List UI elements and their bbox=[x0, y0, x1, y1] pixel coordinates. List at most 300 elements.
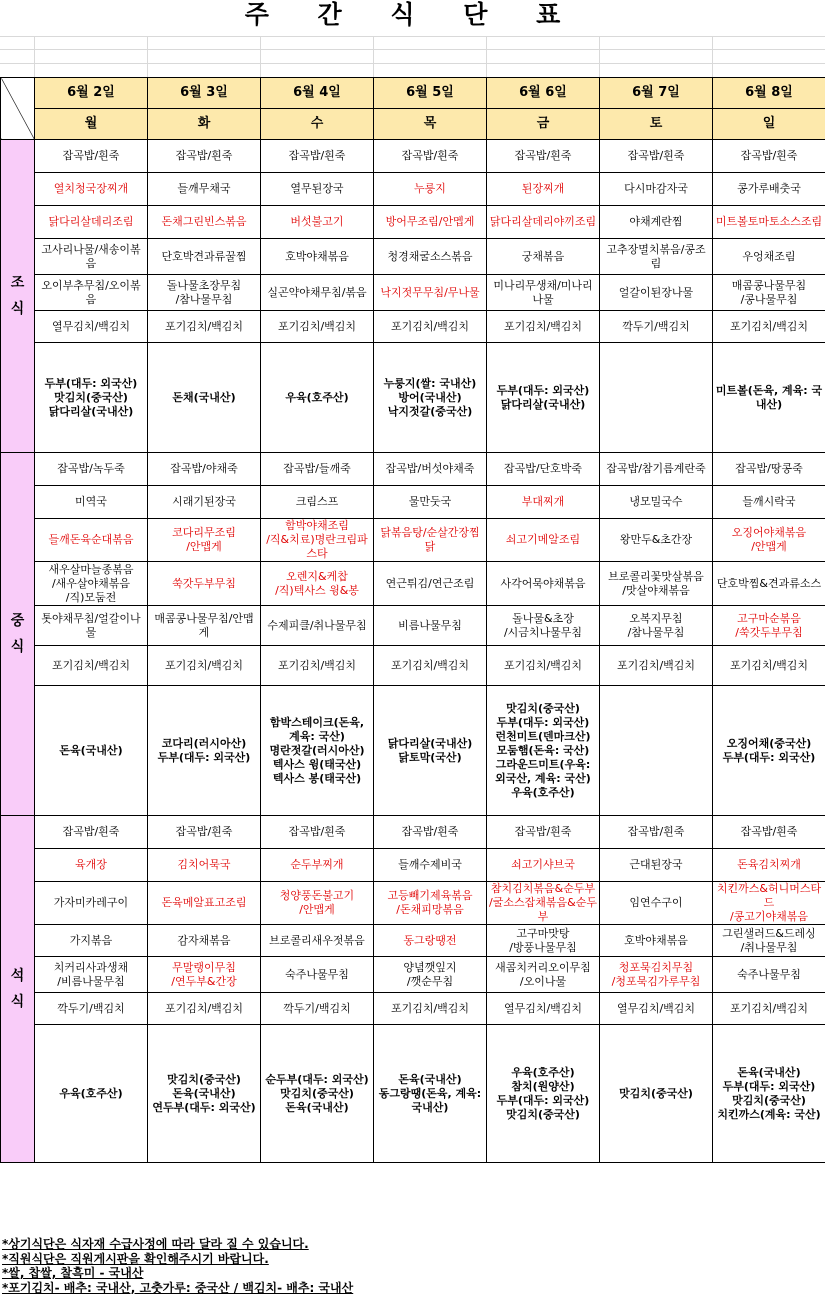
menu-text: 잡곡밥/흰죽 bbox=[740, 825, 798, 838]
menu-text: 냉모밀국수 bbox=[629, 495, 683, 508]
menu-text: 양념깻잎지 /깻순무침 bbox=[403, 960, 457, 988]
menu-item bbox=[713, 239, 825, 275]
menu-text: 맛김치(중국산) 두부(대두: 외국산) 런천미트(덴마크산) 모둠햄(돈육: 국산) 그라운드미트(우육: 외국산, 계육: 국산) 우육(호주산) bbox=[495, 701, 591, 799]
menu-text: 포기김치/백김치 bbox=[390, 319, 470, 333]
menu-item bbox=[261, 562, 374, 606]
menu-item bbox=[487, 816, 600, 849]
grid-line bbox=[34, 36, 35, 77]
menu-text: 육개장 bbox=[75, 858, 107, 871]
menu-item bbox=[713, 849, 825, 882]
menu-item bbox=[148, 646, 261, 686]
menu-item bbox=[600, 957, 713, 993]
menu-item bbox=[261, 206, 374, 239]
menu-text: 우육(호주산) 참치(원양산) 두부(대두: 외국산) 맛김치(중국산) bbox=[496, 1065, 590, 1121]
menu-text: 잡곡밥/야채죽 bbox=[170, 462, 238, 475]
menu-text: 두부(대두: 외국산) 맛김치(중국산) 닭다리살(국내산) bbox=[44, 376, 138, 418]
menu-text: 치커리사과생채 /비름나물무침 bbox=[53, 960, 129, 988]
menu-item bbox=[148, 239, 261, 275]
breakfast-row bbox=[1, 311, 825, 343]
menu-text: 잡곡밥/참기름계란죽 bbox=[606, 462, 706, 475]
menu-item bbox=[487, 453, 600, 486]
menu-item bbox=[35, 925, 148, 957]
menu-text: 부대찌개 bbox=[521, 495, 565, 508]
lunch-label: 중 식 bbox=[1, 453, 35, 816]
menu-item bbox=[487, 562, 600, 606]
menu-text: 닭다리살데리야끼조림 bbox=[489, 215, 597, 228]
menu-item bbox=[261, 646, 374, 686]
menu-item bbox=[600, 239, 713, 275]
menu-text: 콩가루배춧국 bbox=[737, 182, 801, 195]
menu-item bbox=[148, 957, 261, 993]
menu-text: 함박야채조림 /직&치료)명란크림파스타 bbox=[266, 519, 368, 560]
footnote: *상기식단은 식자재 수급사정에 따라 달라 질 수 있습니다. bbox=[2, 1237, 309, 1251]
menu-text: 버섯불고기 bbox=[290, 215, 344, 228]
menu-item bbox=[374, 140, 487, 173]
menu-item bbox=[487, 519, 600, 562]
menu-text: 임연수구이 bbox=[629, 896, 683, 909]
menu-text: 야채계란찜 bbox=[629, 215, 683, 228]
dinner-row bbox=[1, 849, 825, 882]
menu-text: 우육(호주산) bbox=[59, 1086, 123, 1100]
menu-item bbox=[600, 173, 713, 206]
menu-item bbox=[600, 140, 713, 173]
footnotes bbox=[2, 1237, 353, 1295]
weekday-cell: 화 bbox=[148, 109, 261, 140]
menu-text: 단호박견과류꿀찜 bbox=[161, 249, 247, 263]
menu-item bbox=[713, 173, 825, 206]
menu-text: 깍두기/백김치 bbox=[283, 1001, 351, 1015]
menu-text: 브로콜리새우젓볶음 bbox=[269, 933, 365, 947]
menu-text: 매콤콩나물무침/안맵게 bbox=[154, 611, 254, 639]
dinner-row bbox=[1, 1025, 825, 1163]
menu-text: 포기김치/백김치 bbox=[390, 658, 470, 672]
menu-text: 호박야채볶음 bbox=[624, 933, 688, 947]
menu-item bbox=[487, 140, 600, 173]
menu-text: 청포묵김치무침 /청포묵김가루무침 bbox=[611, 960, 701, 988]
menu-item bbox=[713, 453, 825, 486]
weekday-cell: 수 bbox=[261, 109, 374, 140]
date-cell: 6월 6일 bbox=[487, 78, 600, 109]
menu-text: 들깨시락국 bbox=[742, 495, 796, 508]
menu-item bbox=[261, 311, 374, 343]
menu-text: 두부(대두: 외국산) 닭다리살(국내산) bbox=[496, 383, 590, 411]
menu-text: 맛김치(중국산) bbox=[619, 1086, 693, 1100]
menu-item bbox=[374, 311, 487, 343]
grid-line bbox=[373, 36, 374, 77]
menu-text: 누룽지(쌀: 국내산) 방어(국내산) 낙지젓갈(중국산) bbox=[383, 376, 477, 418]
menu-item bbox=[713, 275, 825, 311]
menu-text: 누룽지 bbox=[414, 182, 446, 195]
menu-text: 잡곡밥/흰죽 bbox=[627, 825, 685, 838]
grid-line bbox=[712, 36, 713, 77]
menu-text: 단호박찜&견과류소스 bbox=[716, 576, 822, 590]
origin-cell bbox=[600, 1025, 713, 1163]
menu-text: 순두부찌개 bbox=[290, 858, 344, 871]
menu-text: 브로콜리꽃맛살볶음 /맛살야채볶음 bbox=[608, 569, 704, 597]
menu-item bbox=[374, 925, 487, 957]
dinner-label: 석 식 bbox=[1, 816, 35, 1163]
menu-text: 잡곡밥/들깨죽 bbox=[283, 462, 351, 475]
menu-text: 숙주나물무침 bbox=[285, 967, 349, 981]
menu-item bbox=[713, 646, 825, 686]
menu-text: 잡곡밥/땅콩죽 bbox=[735, 462, 803, 475]
date-cell: 6월 8일 bbox=[713, 78, 825, 109]
menu-text: 가지볶음 bbox=[69, 933, 113, 947]
menu-item bbox=[148, 453, 261, 486]
menu-item bbox=[35, 646, 148, 686]
menu-item bbox=[374, 519, 487, 562]
origin-cell bbox=[487, 1025, 600, 1163]
origin-cell bbox=[487, 686, 600, 816]
menu-item bbox=[713, 606, 825, 646]
menu-item bbox=[35, 882, 148, 925]
menu-text: 그린샐러드&드레싱 /취나물무침 bbox=[722, 926, 816, 954]
origin-cell bbox=[148, 686, 261, 816]
menu-item bbox=[487, 173, 600, 206]
menu-item bbox=[713, 311, 825, 343]
lunch-row bbox=[1, 562, 825, 606]
menu-text: 잡곡밥/단호박죽 bbox=[503, 462, 583, 475]
menu-text: 숙주나물무침 bbox=[737, 967, 801, 981]
menu-item bbox=[374, 486, 487, 519]
menu-text: 우육(호주산) bbox=[285, 390, 349, 404]
menu-item bbox=[261, 519, 374, 562]
menu-text: 얼갈이된장나물 bbox=[618, 285, 694, 299]
menu-text: 참치김치볶음&순두부 /굴소스잡채볶음&순두부 bbox=[489, 882, 597, 923]
menu-item bbox=[148, 140, 261, 173]
menu-item bbox=[600, 519, 713, 562]
menu-text: 미나리무생채/미나리나물 bbox=[493, 278, 593, 306]
menu-text: 닭다리살데리조림 bbox=[48, 215, 134, 228]
menu-text: 새콤치커리오이무침 /오이나물 bbox=[495, 960, 591, 988]
menu-item bbox=[35, 140, 148, 173]
origin-cell bbox=[261, 1025, 374, 1163]
menu-text: 포기김치/백김치 bbox=[51, 658, 131, 672]
menu-item bbox=[148, 275, 261, 311]
menu-text: 근대된장국 bbox=[629, 858, 683, 871]
menu-text: 매콤콩나물무침 /콩나물무침 bbox=[731, 278, 807, 306]
menu-item bbox=[261, 957, 374, 993]
menu-item bbox=[713, 140, 825, 173]
menu-item bbox=[487, 486, 600, 519]
menu-item bbox=[487, 206, 600, 239]
menu-text: 실곤약야채무침/볶음 bbox=[267, 285, 367, 299]
menu-text: 돌나물초장무침 /참나물무침 bbox=[166, 278, 242, 306]
menu-text: 함박스테이크(돈육, 계육: 국산) 명란젓갈(러시아산) 텍사스 윙(태국산) 텍사스 봉(태국산) bbox=[269, 715, 365, 785]
menu-text: 순두부(대두: 외국산) 맛김치(중국산) 돈육(국내산) bbox=[265, 1072, 369, 1114]
menu-text: 포기김치/백김치 bbox=[503, 658, 583, 672]
menu-text: 포기김치/백김치 bbox=[164, 1001, 244, 1015]
menu-text: 고구마맛탕 /방풍나물무침 bbox=[509, 926, 577, 954]
menu-text: 호박야채볶음 bbox=[285, 249, 349, 263]
menu-text: 오징어채(중국산) 두부(대두: 외국산) bbox=[722, 736, 816, 764]
menu-item bbox=[148, 882, 261, 925]
origin-cell bbox=[148, 343, 261, 453]
menu-text: 방어무조림/안멥게 bbox=[385, 215, 475, 228]
date-cell: 6월 4일 bbox=[261, 78, 374, 109]
menu-item bbox=[35, 816, 148, 849]
origin-cell bbox=[35, 686, 148, 816]
menu-item bbox=[261, 925, 374, 957]
breakfast-row bbox=[1, 275, 825, 311]
menu-item bbox=[713, 562, 825, 606]
menu-item bbox=[600, 486, 713, 519]
menu-text: 새우살마늘종볶음 /새우살야채볶음 /직)모둠전 bbox=[48, 562, 134, 604]
menu-text: 잡곡밥/흰죽 bbox=[740, 149, 798, 162]
menu-text: 돈육(국내산) 두부(대두: 외국산) 맛김치(중국산) 치킨까스(계육: 국산) bbox=[717, 1065, 821, 1121]
menu-text: 돈채그린빈스볶음 bbox=[161, 215, 247, 228]
menu-text: 오징어야채볶음 /안맵게 bbox=[731, 526, 807, 553]
menu-text: 오이부추무침/오이볶음 bbox=[41, 278, 141, 306]
menu-text: 포기김치/백김치 bbox=[616, 658, 696, 672]
origin-cell bbox=[713, 1025, 825, 1163]
menu-item bbox=[148, 993, 261, 1025]
menu-item bbox=[148, 519, 261, 562]
grid-line bbox=[486, 36, 487, 77]
menu-item bbox=[261, 486, 374, 519]
menu-item bbox=[148, 925, 261, 957]
date-cell: 6월 3일 bbox=[148, 78, 261, 109]
menu-item bbox=[148, 816, 261, 849]
date-cell: 6월 5일 bbox=[374, 78, 487, 109]
menu-text: 열무된장국 bbox=[290, 182, 344, 195]
menu-item bbox=[374, 606, 487, 646]
origin-cell bbox=[148, 1025, 261, 1163]
menu-item bbox=[713, 925, 825, 957]
menu-text: 쑥갓두부무침 bbox=[172, 576, 236, 590]
menu-text: 깍두기/백김치 bbox=[622, 319, 690, 333]
menu-text: 동그랑땡전 bbox=[403, 933, 457, 947]
menu-item bbox=[600, 925, 713, 957]
menu-item bbox=[35, 849, 148, 882]
menu-item bbox=[35, 311, 148, 343]
menu-text: 오렌지&케찹 /직)텍사스 윙&봉 bbox=[275, 569, 359, 597]
menu-text: 오복지무침 /참나물무침 bbox=[627, 611, 685, 639]
menu-text: 들깨돈육순대볶음 bbox=[48, 533, 134, 546]
dinner-row bbox=[1, 882, 825, 925]
menu-item bbox=[261, 849, 374, 882]
menu-text: 된장찌개 bbox=[521, 182, 565, 195]
menu-text: 우엉채조림 bbox=[742, 249, 796, 263]
menu-item bbox=[487, 925, 600, 957]
menu-item bbox=[487, 239, 600, 275]
menu-text: 포기김치/백김치 bbox=[164, 319, 244, 333]
menu-item bbox=[148, 562, 261, 606]
menu-text: 가자미카레구이 bbox=[53, 896, 129, 909]
origin-cell bbox=[374, 686, 487, 816]
origin-cell bbox=[374, 343, 487, 453]
menu-text: 크림스프 bbox=[295, 495, 339, 508]
menu-text: 궁채볶음 bbox=[521, 249, 565, 263]
menu-item bbox=[35, 957, 148, 993]
menu-item bbox=[600, 849, 713, 882]
menu-item bbox=[148, 606, 261, 646]
menu-text: 포기김치/백김치 bbox=[390, 1001, 470, 1015]
menu-item bbox=[35, 453, 148, 486]
menu-text: 돈육메알표고조림 bbox=[161, 896, 247, 909]
footnote: *포기김치- 배추: 국내산, 고춧가루: 중국산 / 백김치- 배추: 국내산 bbox=[2, 1280, 354, 1295]
menu-text: 미트볼(돈육, 계육: 국내산) bbox=[715, 383, 823, 411]
menu-item bbox=[600, 206, 713, 239]
menu-text: 돈채(국내산) bbox=[172, 390, 236, 404]
lunch-row bbox=[1, 686, 825, 816]
menu-item bbox=[374, 275, 487, 311]
menu-item bbox=[600, 882, 713, 925]
menu-text: 잡곡밥/흰죽 bbox=[288, 825, 346, 838]
weekday-cell: 목 bbox=[374, 109, 487, 140]
menu-item bbox=[713, 486, 825, 519]
breakfast-row bbox=[1, 206, 825, 239]
menu-item bbox=[261, 882, 374, 925]
menu-text: 돈육(국내산) bbox=[59, 743, 123, 757]
menu-text: 잡곡밥/흰죽 bbox=[62, 825, 120, 838]
menu-text: 잡곡밥/흰죽 bbox=[175, 149, 233, 162]
menu-item bbox=[261, 140, 374, 173]
menu-text: 잡곡밥/흰죽 bbox=[62, 149, 120, 162]
menu-text: 사각어묵야채볶음 bbox=[500, 576, 586, 590]
menu-text: 고구마순볶음 /쑥갓두부무침 bbox=[735, 611, 803, 639]
menu-text: 잡곡밥/흰죽 bbox=[514, 825, 572, 838]
lunch-row bbox=[1, 606, 825, 646]
menu-text: 쇠고기메알조림 bbox=[505, 533, 581, 546]
origin-cell bbox=[374, 1025, 487, 1163]
date-row bbox=[1, 78, 825, 109]
menu-item bbox=[261, 993, 374, 1025]
menu-text: 다시마감자국 bbox=[624, 182, 688, 195]
menu-item bbox=[35, 239, 148, 275]
menu-item bbox=[148, 206, 261, 239]
menu-item bbox=[35, 519, 148, 562]
menu-item bbox=[374, 993, 487, 1025]
menu-item bbox=[487, 882, 600, 925]
menu-item bbox=[487, 849, 600, 882]
menu-item bbox=[148, 173, 261, 206]
grid-line bbox=[260, 36, 261, 77]
menu-text: 청경채굴소스볶음 bbox=[387, 249, 473, 263]
grid-line bbox=[147, 36, 148, 77]
menu-item bbox=[487, 311, 600, 343]
menu-item bbox=[600, 562, 713, 606]
origin-cell bbox=[261, 343, 374, 453]
footnote: *직원식단은 직원게시판을 확인해주시기 바랍니다. bbox=[2, 1251, 269, 1266]
menu-item bbox=[148, 849, 261, 882]
menu-text: 코다리무조림 /안맵게 bbox=[172, 526, 236, 553]
menu-item bbox=[261, 275, 374, 311]
weekday-row bbox=[1, 109, 825, 140]
menu-text: 청양풍돈불고기 /안맵게 bbox=[279, 889, 355, 916]
origin-cell bbox=[261, 686, 374, 816]
menu-item bbox=[374, 882, 487, 925]
menu-text: 수제피클/취나물무침 bbox=[267, 618, 367, 632]
menu-item bbox=[600, 453, 713, 486]
menu-item bbox=[374, 849, 487, 882]
weekday-cell: 금 bbox=[487, 109, 600, 140]
menu-item bbox=[35, 173, 148, 206]
lunch-row bbox=[1, 453, 825, 486]
corner-cell bbox=[1, 78, 35, 140]
menu-text: 톳야채무침/얼갈이나물 bbox=[41, 611, 141, 639]
dinner-row bbox=[1, 993, 825, 1025]
origin-cell bbox=[35, 343, 148, 453]
menu-text: 감자채볶음 bbox=[177, 933, 231, 947]
menu-text: 맛김치(중국산) 돈육(국내산) 연두부(대두: 외국산) bbox=[152, 1072, 256, 1114]
menu-text: 잡곡밥/흰죽 bbox=[514, 149, 572, 162]
menu-text: 잡곡밥/흰죽 bbox=[288, 149, 346, 162]
menu-text: 깍두기/백김치 bbox=[57, 1001, 125, 1015]
origin-cell bbox=[600, 686, 713, 816]
menu-item bbox=[600, 646, 713, 686]
menu-text: 들깨수제비국 bbox=[398, 858, 462, 871]
menu-item bbox=[374, 816, 487, 849]
breakfast-row bbox=[1, 343, 825, 453]
menu-text: 잡곡밥/흰죽 bbox=[401, 825, 459, 838]
menu-item bbox=[713, 957, 825, 993]
menu-item bbox=[600, 275, 713, 311]
menu-text: 시래기된장국 bbox=[172, 495, 236, 508]
menu-text: 낙지젓무무침/무나물 bbox=[380, 285, 480, 299]
menu-text: 잡곡밥/녹두죽 bbox=[57, 462, 125, 475]
menu-text: 무말랭이무침 /연두부&간장 bbox=[171, 960, 237, 988]
menu-text: 돈육김치찌개 bbox=[737, 858, 801, 871]
menu-text: 잡곡밥/흰죽 bbox=[627, 149, 685, 162]
date-cell: 6월 2일 bbox=[35, 78, 148, 109]
menu-item bbox=[713, 882, 825, 925]
menu-text: 포기김치/백김치 bbox=[164, 658, 244, 672]
menu-text: 포기김치/백김치 bbox=[729, 1001, 809, 1015]
menu-text: 포기김치/백김치 bbox=[277, 319, 357, 333]
menu-text: 닭다리살(국내산) 닭토막(국산) bbox=[387, 736, 473, 764]
menu-text: 닭볶음탕/순살간장찜닭 bbox=[380, 526, 480, 553]
menu-item bbox=[261, 239, 374, 275]
menu-item bbox=[261, 453, 374, 486]
breakfast-row bbox=[1, 140, 825, 173]
menu-item bbox=[600, 311, 713, 343]
blank-spreadsheet-rows bbox=[0, 36, 825, 77]
menu-item bbox=[487, 606, 600, 646]
origin-cell bbox=[713, 343, 825, 453]
menu-text: 열무김치/백김치 bbox=[51, 319, 131, 333]
date-cell: 6월 7일 bbox=[600, 78, 713, 109]
menu-item bbox=[35, 606, 148, 646]
menu-text: 물만둣국 bbox=[408, 495, 452, 508]
menu-item bbox=[374, 239, 487, 275]
menu-text: 미역국 bbox=[75, 495, 107, 508]
menu-text: 잡곡밥/버섯야채죽 bbox=[385, 462, 475, 475]
origin-cell bbox=[35, 1025, 148, 1163]
lunch-row bbox=[1, 646, 825, 686]
menu-item bbox=[713, 993, 825, 1025]
menu-text: 미트볼토마토소스조림 bbox=[715, 215, 823, 228]
menu-text: 고사리나물/새송이볶음 bbox=[41, 242, 141, 270]
dinner-row bbox=[1, 957, 825, 993]
breakfast-label: 조 식 bbox=[1, 140, 35, 453]
page-title: 주 간 식 단 표 bbox=[244, 0, 581, 29]
menu-item bbox=[487, 957, 600, 993]
menu-text: 열무김치/백김치 bbox=[503, 1001, 583, 1015]
menu-item bbox=[600, 816, 713, 849]
menu-item bbox=[713, 816, 825, 849]
menu-item bbox=[261, 606, 374, 646]
menu-text: 돌나물&초장 /시금치나물무침 bbox=[503, 611, 583, 639]
menu-item bbox=[35, 275, 148, 311]
menu-item bbox=[148, 486, 261, 519]
menu-text: 돈육(국내산) 동그랑땡(돈육, 계육: 국내산) bbox=[378, 1072, 482, 1114]
breakfast-row bbox=[1, 173, 825, 206]
menu-text: 연근튀김/연근조림 bbox=[385, 576, 475, 590]
menu-text: 치킨까스&허니머스타드 /콩고기야채볶음 bbox=[716, 882, 822, 923]
menu-text: 잡곡밥/흰죽 bbox=[175, 825, 233, 838]
weekday-cell: 일 bbox=[713, 109, 825, 140]
